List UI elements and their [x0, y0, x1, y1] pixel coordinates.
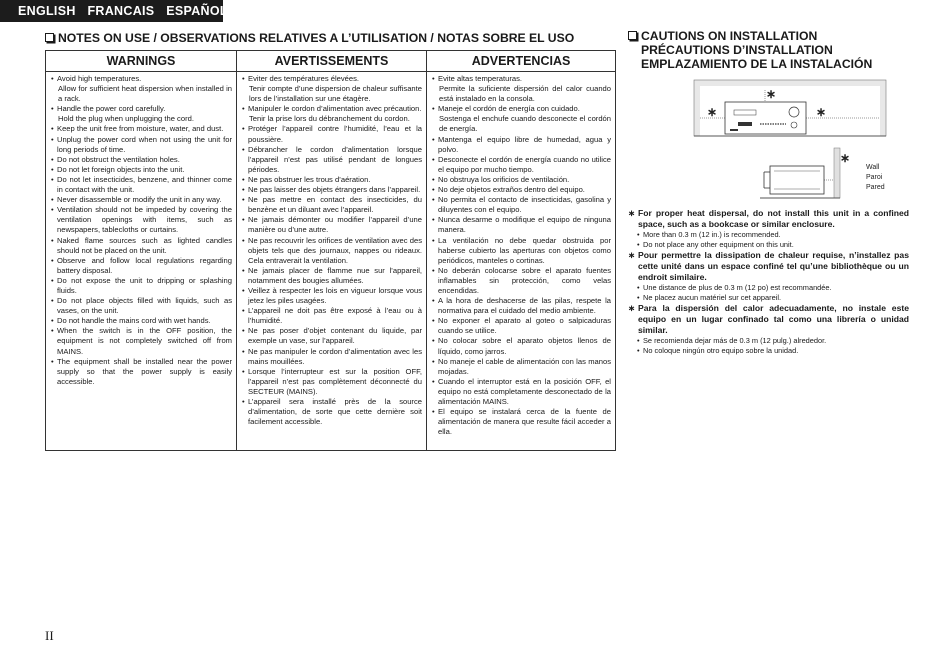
caution-item-fr: • Ne placez aucun matériel sur cet appareil. — [628, 293, 909, 303]
warning-item: • Lorsque l’interrupteur est sur la position OFF, l’appareil n’est pas complètement déconnecté du SECTEUR (MAINS). — [243, 367, 422, 397]
warnings-column-fr — [236, 51, 426, 450]
warning-item: • The equipment shall be installed near the power supply so that the power supply is easily accessible. — [52, 357, 232, 387]
warning-subitem: Allow for sufficient heat dispersion when installed in a rack. — [58, 84, 232, 104]
warnings-column-en — [46, 51, 236, 450]
warning-item: • La ventilación no debe quedar obstruida por haberse cubierto las aperturas con objetos como periódicos, manteles o cortinas. — [433, 236, 611, 266]
warning-subitem: Tenir compte d’une dispersion de chaleur suffisante lors de l’installation sur une étagère. — [249, 84, 422, 104]
warning-item: • Do not let insecticides, benzene, and thinner come in contact with the unit. — [52, 175, 232, 195]
warning-item: • Veillez à respecter les lois en vigueur lorsque vous jetez les piles usagées. — [243, 286, 422, 306]
warning-subitem: Permite la suficiente dispersión del calor cuando está instalado en la consola. — [439, 84, 611, 104]
warning-item: • El equipo se instalará cerca de la fuente de alimentación de manera que resulte fácil acceder a ella. — [433, 407, 611, 437]
warning-item: • Never disassemble or modify the unit in any way. — [52, 195, 232, 205]
warning-item: • A la hora de deshacerse de las pilas, respete la normativa para el cuidado del medio ambiente. — [433, 296, 611, 316]
warning-subitem: Hold the plug when unplugging the cord. — [58, 114, 194, 124]
warning-item: • No exponer el aparato al goteo o salpicaduras cuando se utilice. — [433, 316, 611, 336]
warning-item: • L’appareil ne doit pas être exposé à l’eau ou à l’humidité. — [243, 306, 422, 326]
checkbox-bullet-icon — [628, 31, 637, 40]
warning-subitem: Sostenga el enchufe cuando desconecte el cordón de energía. — [439, 114, 611, 134]
caution-item-es: • Se recomienda dejar más de 0.3 m (12 pulg.) alrededor. — [628, 336, 909, 346]
caution-heading-es: ∗ Para la dispersión del calor adecuadamente, no instale este equipo en un lugar confinado tal como una librería o unidad similar. — [628, 303, 909, 336]
warning-item: • Do not obstruct the ventilation holes. — [52, 155, 232, 165]
warning-item: • Unplug the power cord when not using the unit for long periods of time. — [52, 135, 232, 155]
warnings-table — [45, 50, 616, 451]
warning-item: • Avoid high temperatures. — [52, 74, 232, 84]
paroi-label: Paroi — [866, 174, 883, 181]
warning-item: • Manipuler le cordon d’alimentation avec précaution. — [243, 104, 422, 114]
caution-item-en: • More than 0.3 m (12 in.) is recommended. — [628, 230, 909, 240]
clearance-mark-top: ∗ — [766, 87, 777, 101]
receiver-front-icon — [725, 102, 806, 134]
warning-item: • Ventilation should not be impeded by covering the ventilation openings with items, such as newspapers, tablecloths or curtains. — [52, 205, 232, 235]
warning-item: • Observe and follow local regulations regarding battery disposal. — [52, 256, 232, 276]
warning-item: • Cuando el interruptor está en la posición OFF, el equipo no está completamente desconectado de la alimentación MAINS. — [433, 377, 611, 407]
warning-item: • Do not handle the mains cord with wet hands. — [52, 316, 232, 326]
warning-item: • Evite altas temperaturas. — [433, 74, 611, 84]
caution-item-fr: • Une distance de plus de 0.3 m (12 po) est recommandée. — [628, 283, 909, 293]
notes-on-use-title — [45, 31, 574, 45]
lang-francais: FRANCAIS — [87, 4, 155, 18]
warning-item: • Do not let foreign objects into the unit. — [52, 165, 232, 175]
warning-item: • Ne jamais placer de flamme nue sur l’appareil, notamment des bougies allumées. — [243, 266, 422, 286]
checkbox-bullet-icon — [45, 33, 54, 42]
warning-item: • Nunca desarme o modifique el equipo de ninguna manera. — [433, 215, 611, 235]
clearance-mark-left: ∗ — [707, 105, 718, 119]
warning-item: • Maneje el cordón de energía con cuidado. — [433, 104, 611, 114]
warning-item: • No permita el contacto de insecticidas, gasolina y diluyentes con el equipo. — [433, 195, 611, 215]
clearance-mark-right: ∗ — [816, 105, 827, 119]
warning-item: • Ne pas recouvrir les orifices de ventilation avec des objets tels que des journaux, nappes ou rideaux. Cela entraverait la ventilation. — [243, 236, 422, 266]
warning-item: • Ne pas mettre en contact des insecticides, du benzène et un diluant avec l’appareil. — [243, 195, 422, 215]
warning-item: • When the switch is in the OFF position, the equipment is not completely switched off from MAINS. — [52, 326, 232, 356]
warning-item: • No maneje el cable de alimentación con las manos mojadas. — [433, 357, 611, 377]
side-view-wall — [760, 148, 885, 198]
caution-heading-en: ∗ For proper heat dispersal, do not install this unit in a confined space, such as a bookcase or similar enclosure. — [628, 208, 909, 230]
warnings-list-fr — [237, 72, 426, 427]
clearance-mark-wall: ∗ — [840, 151, 851, 165]
front-view-enclosure — [694, 80, 886, 136]
column-heading-warnings: WARNINGS — [46, 51, 236, 72]
warnings-column-es — [426, 51, 615, 450]
warning-item: • Débrancher le cordon d’alimentation lorsque l’appareil n’est pas utilisé pendant de longues périodes. — [243, 145, 422, 175]
wall-label: Wall — [866, 164, 880, 171]
lang-espanol: ESPAÑOL — [166, 4, 228, 18]
warning-item: • Do not place objects filled with liquids, such as vases, on the unit. — [52, 296, 232, 316]
page-number: II — [45, 628, 54, 643]
notes-title-text: NOTES ON USE / OBSERVATIONS RELATIVES A L’UTILISATION / NOTAS SOBRE EL USO — [58, 31, 575, 45]
cautions-text — [628, 208, 909, 356]
caution-item-en: • Do not place any other equipment on this unit. — [628, 240, 909, 250]
warning-item: • No deberán colocarse sobre el aparato fuentes inflamables sin protección, como velas encendidas. — [433, 266, 611, 296]
warning-item: • Ne pas laisser des objets étrangers dans l’appareil. — [243, 185, 422, 195]
caution-item-es: • No coloque ningún otro equipo sobre la unidad. — [628, 346, 909, 356]
warning-item: • Ne pas poser d’objet contenant du liquide, par exemple un vase, sur l’appareil. — [243, 326, 422, 346]
warning-item: • Eviter des températures élevées. — [243, 74, 422, 84]
warnings-list-es — [427, 72, 615, 437]
warning-item: • Ne jamais démonter ou modifier l’appareil d’une manière ou d’une autre. — [243, 215, 422, 235]
warning-item: • No deje objetos extraños dentro del equipo. — [433, 185, 611, 195]
warning-subitem: Tenir la prise lors du débranchement du cordon. — [249, 114, 410, 124]
warning-item: • L’appareil sera installé près de la source d’alimentation, de sorte que cette dernière soit facilement accessible. — [243, 397, 422, 427]
warning-item: • Mantenga el equipo libre de humedad, agua y polvo. — [433, 135, 611, 155]
cautions-title-en: CAUTIONS ON INSTALLATION — [641, 29, 818, 43]
warning-item: • Handle the power cord carefully. — [52, 104, 232, 114]
column-heading-avertissements: AVERTISSEMENTS — [237, 51, 426, 72]
warning-item: • No obstruya los orificios de ventilación. — [433, 175, 611, 185]
column-heading-advertencias: ADVERTENCIAS — [427, 51, 615, 72]
warning-item: • Do not expose the unit to dripping or splashing fluids. — [52, 276, 232, 296]
warning-item: • No colocar sobre el aparato objetos llenos de líquido, como jarros. — [433, 336, 611, 356]
receiver-side-icon — [764, 166, 824, 194]
cautions-title — [628, 29, 872, 71]
installation-diagram — [690, 76, 890, 206]
caution-heading-fr: ∗ Pour permettre la dissipation de chaleur requise, n’installez pas cette unité dans un espace confiné tel qu’une bibliothèque ou un endroit similaire. — [628, 250, 909, 283]
warning-item: • Naked flame sources such as lighted candles should not be placed on the unit. — [52, 236, 232, 256]
cautions-title-fr: PRÉCAUTIONS D’INSTALLATION — [641, 43, 833, 57]
cautions-title-es: EMPLAZAMIENTO DE LA INSTALACIÓN — [641, 57, 873, 71]
language-bar — [0, 0, 228, 22]
warning-item: • Keep the unit free from moisture, water, and dust. — [52, 124, 232, 134]
pared-label: Pared — [866, 184, 885, 191]
warning-item: • Protéger l’appareil contre l’humidité, l’eau et la poussière. — [243, 124, 422, 144]
warnings-list-en — [46, 72, 236, 387]
warning-item: • Ne pas manipuler le cordon d’alimentation avec les mains mouillées. — [243, 347, 422, 367]
warning-item: • Desconecte el cordón de energía cuando no utilice el equipo por mucho tiempo. — [433, 155, 611, 175]
warning-item: • Ne pas obstruer les trous d’aération. — [243, 175, 422, 185]
lang-english: ENGLISH — [18, 4, 76, 18]
